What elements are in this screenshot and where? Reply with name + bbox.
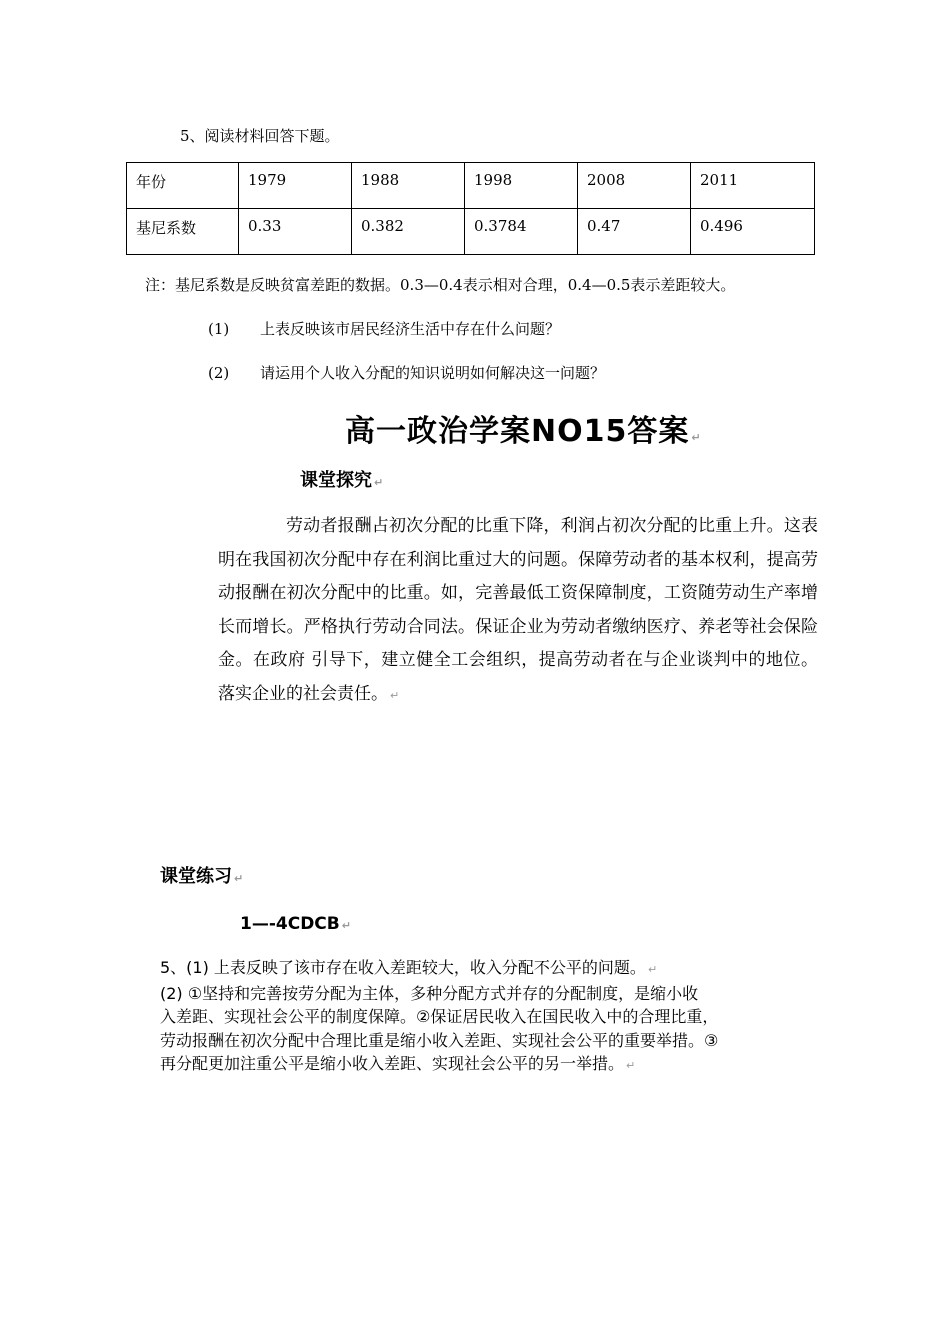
choice-answers — [240, 914, 351, 934]
table-cell: 0.47 — [578, 209, 691, 255]
sub-question-text: 请运用个人收入分配的知识说明如何解决这一问题？ — [260, 364, 606, 382]
answer-title-text: 高一政治学案NO15答案 — [345, 414, 690, 449]
paragraph-mark-icon: ↵ — [374, 476, 384, 489]
q5-answer-line: 劳动报酬在初次分配中合理比重是缩小收入差距、实现社会公平的重要举措。③ — [160, 1030, 719, 1050]
practice-heading — [160, 862, 243, 888]
sub-question-2 — [208, 362, 605, 383]
paragraph-mark-icon: ↵ — [390, 688, 400, 702]
answer-title — [345, 406, 702, 450]
paragraph-mark-icon: ↵ — [234, 872, 244, 885]
table-cell: 年份 — [127, 163, 239, 209]
sub-question-number: (2) — [208, 364, 230, 382]
paragraph-mark-icon: ↵ — [691, 431, 702, 444]
q5-answer-line: 入差距、实现社会公平的制度保障。②保证居民收入在国民收入中的合理比重， — [160, 1007, 719, 1026]
table-cell: 2011 — [691, 163, 815, 209]
gini-table — [126, 162, 815, 255]
q5-answer-line — [160, 1052, 760, 1078]
table-cell: 0.382 — [352, 209, 465, 255]
table-cell: 1998 — [465, 163, 578, 209]
q5-answer-line: (2) ①坚持和完善按劳分配为主体，多种分配方式并存的分配制度，是缩小收 — [160, 983, 699, 1003]
explore-heading — [300, 466, 383, 492]
q5-answer — [160, 956, 760, 1078]
table-row — [127, 209, 815, 255]
table-cell: 2008 — [578, 163, 691, 209]
paragraph-mark-icon: ↵ — [626, 1059, 636, 1072]
explore-answer-text: 劳动者报酬占初次分配的比重下降，利润占初次分配的比重上升。这表明在我国初次分配中存在利润比重过大的问题。保障劳动者的基本权利，提高劳动报酬在初次分配中的比重。如，完善最低工资保障制度，工资随劳动生产率增长而增长。严格执行劳动合同法。保证企业为劳动者缴纳医疗、养老等社会保险金。在政府 引导下，建立健全工会组织，提高劳动者在与企业谈判中的地位。落实企业的社会责任。 — [218, 516, 818, 704]
sub-question-text: 上表反映该市居民经济生活中存在什么问题？ — [260, 320, 561, 338]
question-heading: 5、阅读材料回答下题。 — [180, 127, 340, 145]
choice-answers-text: 1—-4CDCB — [240, 914, 340, 934]
table-cell: 1979 — [239, 163, 352, 209]
table-cell: 0.33 — [239, 209, 352, 255]
sub-question-number: (1) — [208, 320, 230, 338]
paragraph-mark-icon: ↵ — [341, 919, 351, 932]
table-note: 注：基尼系数是反映贫富差距的数据。0.3—0.4表示相对合理，0.4—0.5表示差距较大。 — [145, 276, 736, 294]
paragraph-mark-icon: ↵ — [647, 963, 658, 976]
table-cell: 基尼系数 — [127, 209, 239, 255]
q5-answer-line-text: 5、(1) 上表反映了该市存在收入差距较大，收入分配不公平的问题。 — [160, 958, 646, 977]
q5-answer-line — [160, 956, 760, 982]
q5-answer-line-text: 再分配更加注重公平是缩小收入差距、实现社会公平的另一举措。 — [160, 1054, 625, 1073]
table-cell: 0.3784 — [465, 209, 578, 255]
explore-heading-text: 课堂探究 — [300, 470, 372, 491]
table-row — [127, 163, 815, 209]
sub-question-1 — [208, 318, 560, 339]
explore-answer — [218, 510, 818, 712]
practice-heading-text: 课堂练习 — [160, 866, 232, 887]
table-cell: 1988 — [352, 163, 465, 209]
table-cell: 0.496 — [691, 209, 815, 255]
